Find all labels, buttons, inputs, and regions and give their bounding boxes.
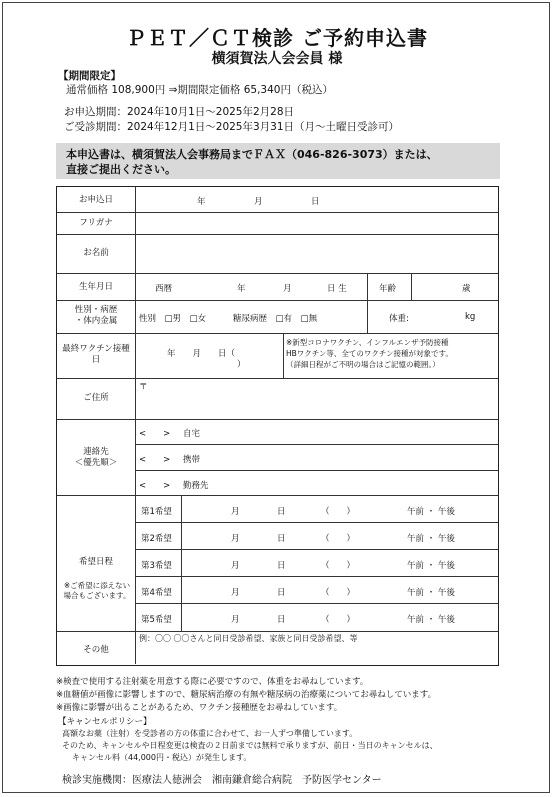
preferred-row-2-weekday: （ ）	[321, 534, 356, 544]
row-divider	[57, 631, 498, 632]
apply-date-label: お申込日	[78, 195, 113, 205]
contact-divider	[135, 444, 498, 445]
weight-divider	[367, 300, 368, 333]
cancel-policy-line2: そのため、キャンセルや日程変更は検査の２日前までは無料で承りますが、前日・当日のキャンセルは、	[62, 741, 438, 750]
row-divider	[57, 333, 498, 334]
preferred-row-1-ampm[interactable]: 午前 ・ 午後	[407, 507, 455, 517]
label-column-divider	[135, 187, 136, 664]
preferred-row-2-day: 日	[277, 534, 286, 544]
contact-home-label: 自宅	[183, 429, 201, 439]
address-label: ご住所	[83, 393, 109, 403]
row-divider	[57, 378, 498, 379]
vaccine-note-2: HBワクチン等、全てのワクチン接種が対象です。	[286, 349, 453, 358]
vaccine-date[interactable]: 年 月 日（	[167, 349, 236, 359]
birth-year: 年	[237, 284, 246, 294]
fax-notice-line1: 本申込書は、横須賀法人会事務局までＦＡＸ（046-826-3073）または、	[66, 148, 438, 161]
preferred-row-5-month: 月	[231, 615, 240, 625]
row-divider	[57, 273, 498, 274]
gender-label-line1: 性別・病歴	[74, 305, 118, 315]
contact-prefix-3: < >	[139, 481, 171, 491]
postal-mark: 〒	[139, 382, 148, 392]
preferred-label-divider	[181, 495, 182, 631]
age-divider-right	[411, 273, 412, 300]
contact-label-line1: 連絡先	[83, 447, 109, 457]
furigana-field[interactable]	[137, 214, 497, 233]
preferred-row-3-month: 月	[231, 561, 240, 571]
preferred-row-5-day: 日	[277, 615, 286, 625]
note-weight: ※検査で使用する注射薬を用意する際に必要ですので、体重をお尋ねしています。	[56, 677, 369, 687]
preferred-row-4-month: 月	[231, 588, 240, 598]
apply-month: 月	[254, 197, 263, 207]
birthdate-label: 生年月日	[78, 282, 113, 292]
exam-period: ご受診期間：2024年12月1日～2025年3月31日（月～土曜日受診可）	[64, 121, 400, 133]
preferred-row-1-month: 月	[231, 507, 240, 517]
vaccine-note-3: （詳細日程がご不明の場合はご記憶の範囲。）	[286, 360, 440, 369]
row-divider	[57, 419, 498, 420]
birthdate-field[interactable]	[137, 275, 365, 299]
diabetes-checkboxes[interactable]: 糖尿病歴 □有 □無	[233, 314, 318, 324]
name-field[interactable]	[137, 236, 497, 272]
cancel-policy-line1: 高額なお薬（注射）を受診者の方の体重に合わせて、お一人ずつ準備しています。	[62, 729, 358, 738]
vaccine-label-line1: 最終ワクチン接種	[62, 344, 130, 354]
gender-label-line2: ・体内金属	[74, 316, 118, 326]
preferred-row-2-label: 第2希望	[141, 534, 172, 544]
vaccine-divider	[283, 333, 284, 378]
fax-notice	[56, 143, 500, 179]
preferred-row-3-label: 第3希望	[141, 561, 172, 571]
preferred-row-5-ampm[interactable]: 午前 ・ 午後	[407, 615, 455, 625]
contact-divider	[135, 470, 498, 471]
preferred-row-5-weekday: （ ）	[321, 615, 356, 625]
preferred-row-4-ampm[interactable]: 午前 ・ 午後	[407, 588, 455, 598]
row-divider	[57, 300, 498, 301]
other-field[interactable]	[137, 633, 497, 663]
contact-mobile-field[interactable]	[217, 446, 497, 469]
note-diabetes: ※血糖値が画像に影響しますので、糖尿病治療の有無や糖尿病の治療薬についてお尋ねしています。	[56, 690, 437, 700]
cancel-policy-title: 【キャンセルポリシー】	[58, 717, 152, 727]
page-subtitle: 横須賀法人会会員 様	[211, 51, 343, 67]
apply-period: お申込期間：2024年10月1日～2025年2月28日	[64, 106, 295, 118]
weight-unit: kg	[465, 312, 476, 322]
row-divider	[57, 212, 498, 213]
address-field[interactable]	[137, 380, 497, 417]
name-label: お名前	[83, 248, 109, 258]
contact-home-field[interactable]	[217, 421, 497, 443]
furigana-label: フリガナ	[79, 218, 113, 228]
contact-prefix-2: < >	[139, 455, 171, 465]
footer-organization: 検診実施機関：医療法人徳洲会 湘南鎌倉総合病院 予防医学センター	[62, 775, 382, 786]
other-label: その他	[83, 645, 109, 655]
note-vaccine: ※画像に影響が出ることがあるため、ワクチン接種歴をお尋ねしています。	[56, 703, 343, 713]
row-divider	[57, 234, 498, 235]
fax-notice-line2: 直接ご提出ください。	[66, 163, 176, 176]
apply-year: 年	[197, 197, 206, 207]
preferred-divider	[135, 522, 498, 523]
preferred-row-4-weekday: （ ）	[321, 588, 356, 598]
vaccine-note-1: ※新型コロナワクチン、インフルエンザ予防接種	[286, 338, 449, 347]
preferred-divider	[135, 549, 498, 550]
apply-date-field[interactable]	[157, 189, 487, 210]
preferred-note	[59, 581, 135, 601]
preferred-label: 希望日程	[78, 557, 113, 567]
age-label: 年齢	[379, 284, 397, 294]
preferred-row-1-weekday: （ ）	[321, 507, 356, 517]
preferred-row-3-day: 日	[277, 561, 286, 571]
contact-prefix-1: < >	[139, 429, 171, 439]
gender-label	[57, 305, 135, 327]
limited-label: 【期間限定】	[58, 70, 121, 82]
row-divider	[57, 495, 498, 496]
vaccine-close-paren: ）	[237, 360, 246, 370]
preferred-row-2-month: 月	[231, 534, 240, 544]
contact-label	[57, 447, 135, 469]
contact-work-field[interactable]	[217, 472, 497, 494]
page-title: ＰＥＴ／ＣＴ検診 ご予約申込書	[126, 26, 428, 50]
contact-mobile-label: 携帯	[183, 455, 201, 465]
preferred-row-4-day: 日	[277, 588, 286, 598]
age-field[interactable]	[413, 275, 497, 299]
application-form	[56, 186, 499, 666]
age-divider-left	[367, 273, 368, 300]
preferred-row-3-ampm[interactable]: 午前 ・ 午後	[407, 561, 455, 571]
preferred-row-1-label: 第1希望	[141, 507, 172, 517]
other-example: 例：〇〇 〇〇さんと同日受診希望、家族と同日受診希望、等	[139, 634, 358, 643]
preferred-note-line2: 場合もございます。	[63, 591, 131, 600]
preferred-note-line1: ※ご希望に添えない	[63, 581, 131, 590]
preferred-row-1-day: 日	[277, 507, 286, 517]
birth-day: 日 生	[327, 284, 347, 294]
cancel-policy-line3: キャンセル料（44,000円・税込）が発生します。	[72, 753, 252, 762]
vaccine-label-line2: 日	[91, 355, 101, 365]
contact-work-label: 勤務先	[183, 481, 209, 491]
preferred-row-3-weekday: （ ）	[321, 561, 356, 571]
preferred-divider	[135, 603, 498, 604]
price-line: 通常価格 108,900円 ⇒期間限定価格 65,340円（税込）	[66, 84, 333, 96]
birth-era: 西暦	[155, 284, 173, 294]
birth-month: 月	[283, 284, 292, 294]
weight-label: 体重:	[389, 314, 409, 324]
preferred-row-2-ampm[interactable]: 午前 ・ 午後	[407, 534, 455, 544]
contact-label-line2: ＜優先順＞	[74, 458, 118, 468]
vaccine-label	[57, 344, 135, 366]
preferred-row-4-label: 第4希望	[141, 588, 172, 598]
preferred-row-5-label: 第5希望	[141, 615, 172, 625]
weight-field[interactable]	[417, 303, 461, 331]
age-unit: 歳	[462, 284, 471, 294]
preferred-divider	[135, 576, 498, 577]
gender-checkboxes[interactable]: 性別 □男 □女	[139, 314, 207, 324]
apply-day: 日	[311, 197, 320, 207]
